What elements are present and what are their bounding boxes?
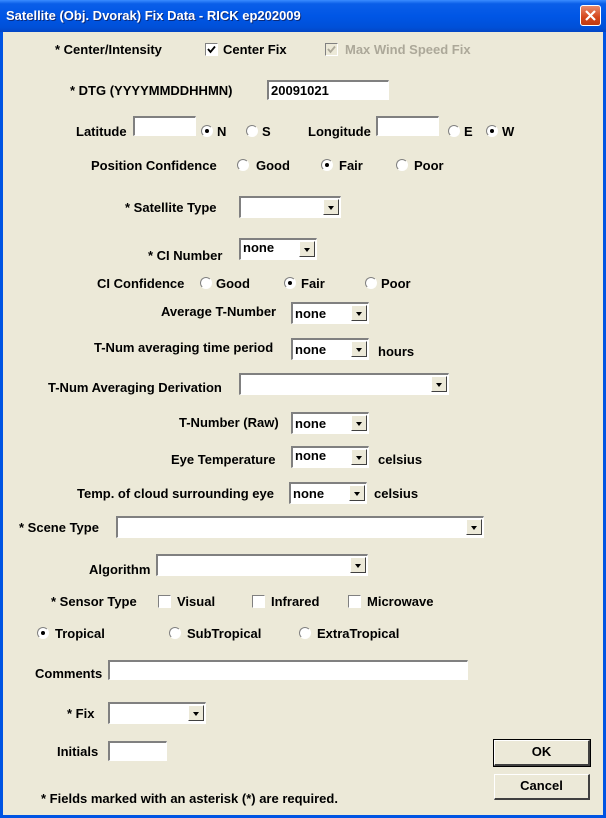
- close-button[interactable]: [580, 5, 601, 26]
- sensor-visual-label: Visual: [177, 594, 216, 609]
- chevron-down-icon[interactable]: [431, 376, 447, 392]
- ci-confidence-poor-label: Poor: [381, 276, 411, 291]
- satellite-type-dropdown[interactable]: [239, 196, 341, 218]
- checkmark-icon: [207, 45, 216, 54]
- position-confidence-poor-label: Poor: [414, 158, 444, 173]
- longitude-e-label: E: [464, 124, 473, 139]
- position-confidence-fair-label: Fair: [339, 158, 363, 173]
- cancel-button[interactable]: Cancel: [494, 774, 590, 800]
- t-num-period-unit: hours: [378, 344, 415, 359]
- ok-button[interactable]: OK: [494, 740, 590, 766]
- eye-temperature-unit: celsius: [378, 452, 423, 467]
- storm-extratropical-label: ExtraTropical: [317, 626, 400, 641]
- t-num-period-label: T-Num averaging time period: [94, 340, 274, 355]
- sensor-microwave-label: Microwave: [367, 594, 434, 609]
- chevron-down-icon[interactable]: [351, 305, 367, 321]
- comments-label: Comments: [35, 666, 103, 681]
- longitude-input[interactable]: [376, 116, 439, 136]
- center-fix-label: Center Fix: [223, 42, 287, 57]
- satellite-type-label: * Satellite Type: [125, 200, 217, 215]
- close-icon: [584, 9, 597, 22]
- latitude-input[interactable]: [133, 116, 196, 136]
- dtg-label: * DTG (YYYYMMDDHHMN): [70, 83, 233, 98]
- longitude-label: Longitude: [308, 124, 371, 139]
- t-num-derivation-label: T-Num Averaging Derivation: [48, 380, 222, 395]
- ci-confidence-poor-radio[interactable]: [365, 277, 377, 289]
- chevron-down-icon[interactable]: [349, 485, 365, 501]
- scene-type-label: * Scene Type: [19, 520, 99, 535]
- cloud-temperature-unit: celsius: [374, 486, 419, 501]
- center-intensity-label: * Center/Intensity: [55, 42, 162, 57]
- scene-type-dropdown[interactable]: [116, 516, 484, 538]
- cloud-temperature-label: Temp. of cloud surrounding eye: [77, 486, 274, 501]
- chevron-down-icon[interactable]: [351, 341, 367, 357]
- max-wind-speed-checkbox[interactable]: [325, 43, 338, 56]
- storm-extratropical-radio[interactable]: [299, 627, 311, 639]
- latitude-n-radio[interactable]: [201, 125, 213, 137]
- cloud-temperature-dropdown[interactable]: none: [289, 482, 367, 504]
- algorithm-label: Algorithm: [89, 562, 151, 577]
- center-fix-checkbox[interactable]: [205, 43, 218, 56]
- t-number-raw-label: T-Number (Raw): [179, 415, 279, 430]
- chevron-down-icon[interactable]: [323, 199, 339, 215]
- dialog-body: [3, 32, 603, 815]
- sensor-infrared-checkbox[interactable]: [252, 595, 265, 608]
- sensor-infrared-label: Infrared: [271, 594, 320, 609]
- eye-temperature-dropdown[interactable]: none: [291, 446, 369, 468]
- ci-confidence-good-label: Good: [216, 276, 250, 291]
- t-num-period-dropdown[interactable]: none: [291, 338, 369, 360]
- algorithm-dropdown[interactable]: [156, 554, 368, 576]
- longitude-e-radio[interactable]: [448, 125, 460, 137]
- latitude-s-radio[interactable]: [246, 125, 258, 137]
- storm-subtropical-label: SubTropical: [187, 626, 262, 641]
- position-confidence-fair-radio[interactable]: [321, 159, 333, 171]
- latitude-label: Latitude: [76, 124, 127, 139]
- chevron-down-icon[interactable]: [351, 415, 367, 431]
- dtg-input[interactable]: 20091021: [267, 80, 389, 100]
- max-wind-speed-label: Max Wind Speed Fix: [345, 42, 471, 57]
- chevron-down-icon[interactable]: [188, 705, 204, 721]
- eye-temperature-label: Eye Temperature: [171, 452, 276, 467]
- ci-confidence-label: CI Confidence: [97, 276, 185, 291]
- ci-number-dropdown[interactable]: none: [239, 238, 317, 260]
- position-confidence-good-label: Good: [256, 158, 290, 173]
- initials-label: Initials: [57, 744, 99, 759]
- ci-number-label: * CI Number: [148, 248, 223, 263]
- ci-confidence-fair-radio[interactable]: [284, 277, 296, 289]
- chevron-down-icon[interactable]: [466, 519, 482, 535]
- longitude-w-radio[interactable]: [486, 125, 498, 137]
- sensor-microwave-checkbox[interactable]: [348, 595, 361, 608]
- storm-tropical-radio[interactable]: [37, 627, 49, 639]
- storm-tropical-label: Tropical: [55, 626, 105, 641]
- comments-input[interactable]: [108, 660, 468, 680]
- latitude-n-label: N: [217, 124, 227, 139]
- ci-confidence-good-radio[interactable]: [200, 277, 212, 289]
- latitude-s-label: S: [262, 124, 271, 139]
- fix-label: * Fix: [67, 706, 95, 721]
- initials-input[interactable]: [108, 741, 167, 761]
- ci-confidence-fair-label: Fair: [301, 276, 325, 291]
- chevron-down-icon[interactable]: [351, 449, 367, 465]
- position-confidence-good-radio[interactable]: [237, 159, 249, 171]
- position-confidence-poor-radio[interactable]: [396, 159, 408, 171]
- t-num-derivation-dropdown[interactable]: [239, 373, 449, 395]
- sensor-visual-checkbox[interactable]: [158, 595, 171, 608]
- required-footnote: * Fields marked with an asterisk (*) are required.: [41, 791, 338, 806]
- chevron-down-icon[interactable]: [350, 557, 366, 573]
- position-confidence-label: Position Confidence: [91, 158, 217, 173]
- checkmark-icon: [327, 45, 336, 54]
- average-t-number-label: Average T-Number: [161, 304, 277, 319]
- fix-dropdown[interactable]: [108, 702, 206, 724]
- t-number-raw-dropdown[interactable]: none: [291, 412, 369, 434]
- window-title: Satellite (Obj. Dvorak) Fix Data - RICK ep202009: [6, 8, 301, 23]
- sensor-type-label: * Sensor Type: [51, 594, 137, 609]
- chevron-down-icon[interactable]: [299, 241, 315, 257]
- average-t-number-dropdown[interactable]: none: [291, 302, 369, 324]
- storm-subtropical-radio[interactable]: [169, 627, 181, 639]
- longitude-w-label: W: [502, 124, 515, 139]
- title-bar[interactable]: [0, 0, 606, 32]
